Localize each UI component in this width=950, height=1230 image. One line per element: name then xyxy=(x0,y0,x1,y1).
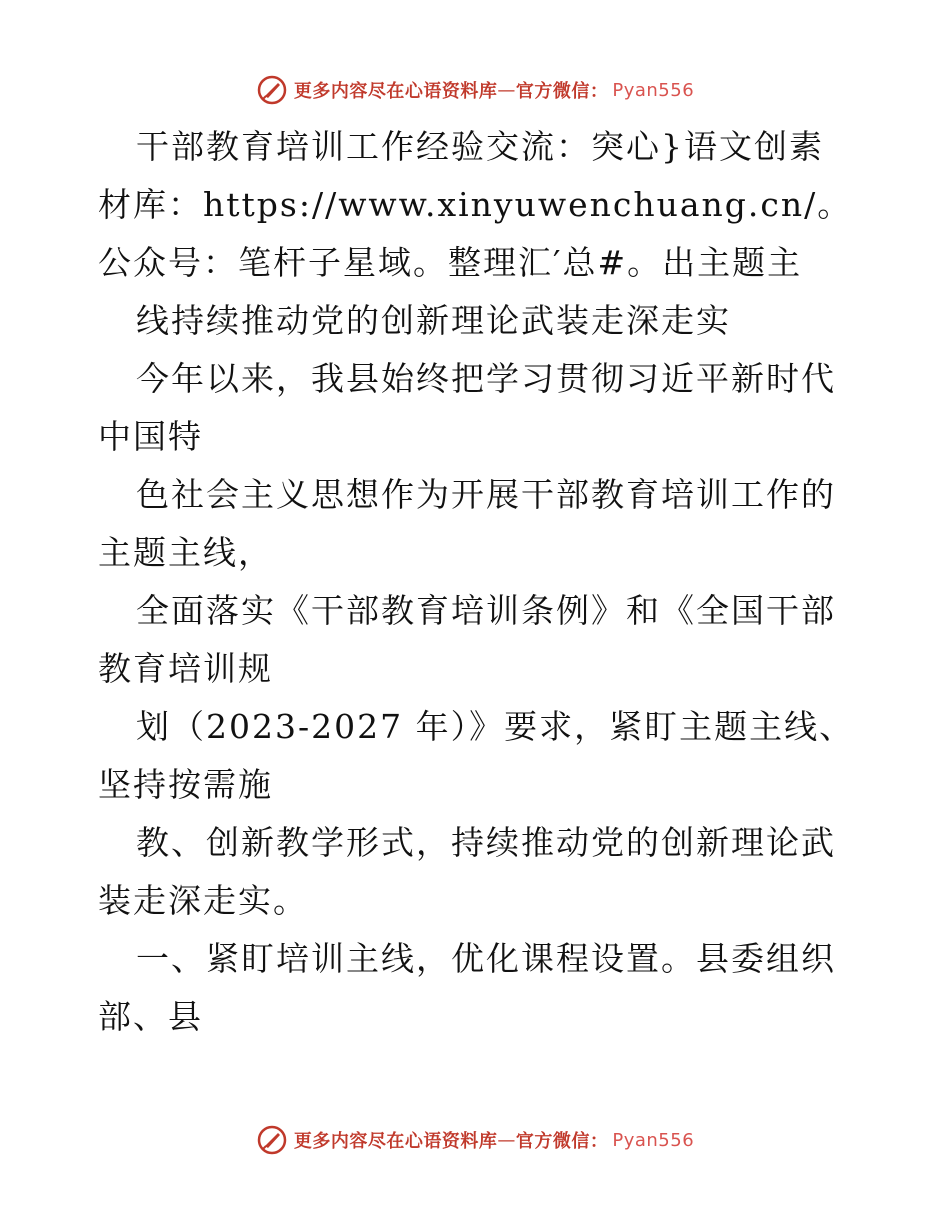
paragraph-2: 线持续推动党的创新理论武装走深走实 xyxy=(136,301,731,340)
banner-dash: — xyxy=(497,1129,516,1151)
quill-circle-icon xyxy=(256,74,288,106)
paragraph-1: 干部教育培训工作经验交流：突心}语文创素材库：https://www.xinyuwenchuang.cn/。公众号：笔杆子星域。整理汇′总#。出主题主 xyxy=(98,127,853,282)
paragraph-4: 色社会主义思想作为开展干部教育培训工作的主题主线， xyxy=(98,475,836,572)
paragraph-5: 全面落实《干部教育培训条例》和《全国干部教育培训规 xyxy=(98,591,836,688)
banner-wechat-id: Pyan556 xyxy=(612,79,695,101)
paragraph-6: 划（2023-2027 年）》要求，紧盯主题主线、坚持按需施 xyxy=(98,707,855,804)
paragraph-3: 今年以来，我县始终把学习贯彻习近平新时代中国特 xyxy=(98,359,836,456)
footer-watermark-banner xyxy=(0,1120,950,1160)
banner-text: 更多内容尽在心语资料库 xyxy=(293,81,498,102)
banner-dash: — xyxy=(497,79,516,101)
quill-circle-icon xyxy=(256,1124,288,1156)
banner-text: 更多内容尽在心语资料库 xyxy=(293,1131,498,1152)
document-body xyxy=(98,118,858,1046)
header-watermark-banner xyxy=(0,70,950,110)
paragraph-7: 教、创新教学形式，持续推动党的创新理论武装走深走实。 xyxy=(98,823,836,920)
banner-wechat-id: Pyan556 xyxy=(612,1129,695,1151)
banner-wechat-label: 官方微信： xyxy=(515,81,609,102)
paragraph-8: 一、紧盯培训主线，优化课程设置。县委组织部、县 xyxy=(98,939,836,1036)
banner-wechat-label: 官方微信： xyxy=(515,1131,609,1152)
